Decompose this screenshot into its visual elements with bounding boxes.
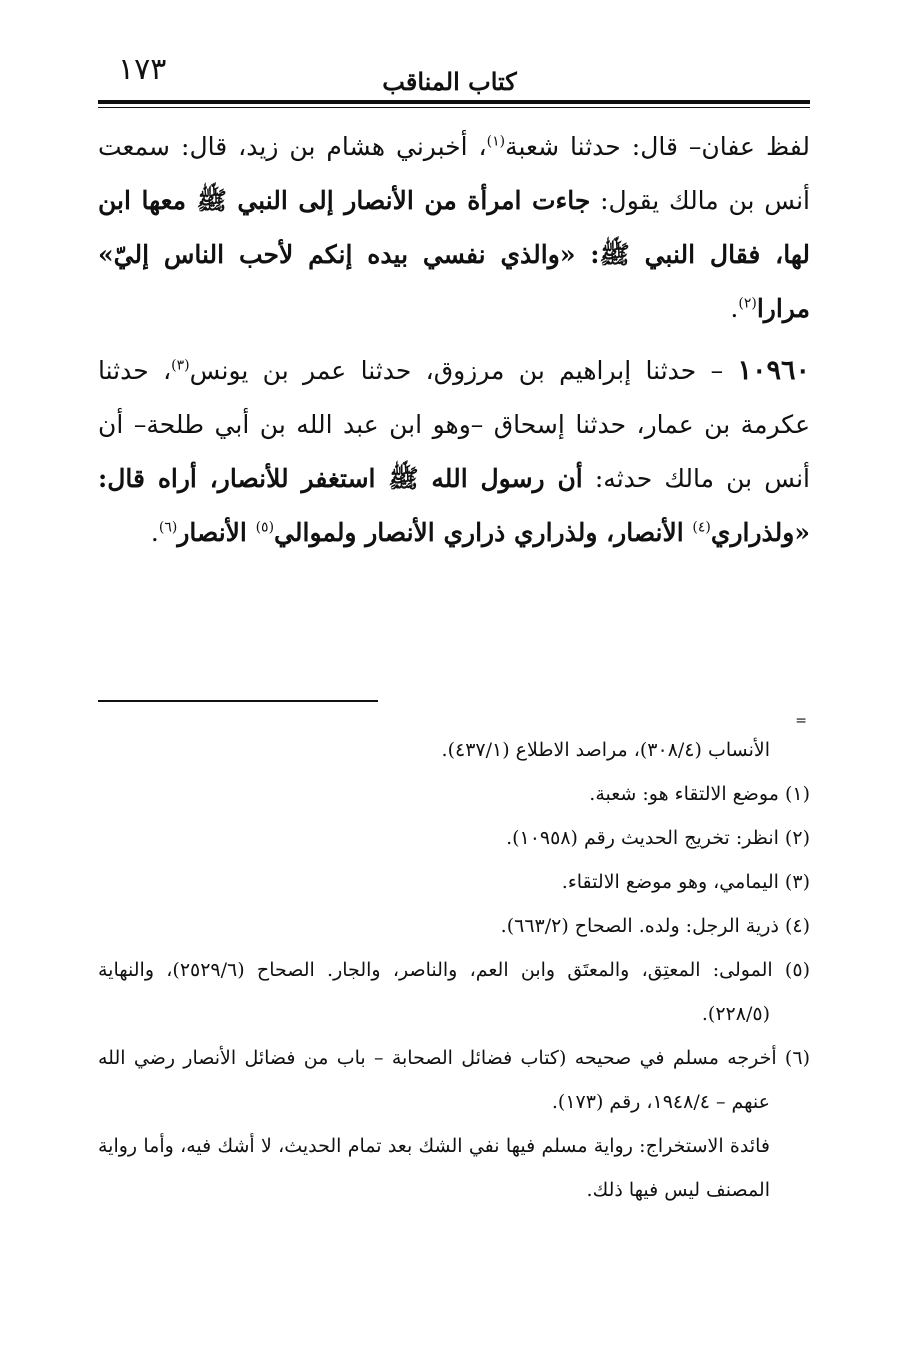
text-run: لفظ عفان– قال: حدثنا شعبة bbox=[505, 132, 810, 161]
paragraph-hadith-continuation bbox=[98, 120, 810, 336]
hadith-matn: الأنصار، ولذراري ذراري الأنصار ولموالي bbox=[274, 518, 693, 547]
hadith-matn: جاءت امرأة من الأنصار إلى النبي ﷺ معها ابن لها، فقال النبي ﷺ: «والذي نفسي بيده إنكم لأحب الناس إليّ» مرارا bbox=[98, 186, 810, 323]
footnotes bbox=[98, 728, 810, 1212]
footnote-ref-6: (٦) bbox=[158, 519, 178, 536]
footnote-ref-3: (٣) bbox=[171, 357, 190, 374]
footnote-6: (٦) أخرجه مسلم في صحيحه (كتاب فضائل الصحابة – باب من فضائل الأنصار رضي الله عنهم – ١٩٤٨/٤، رقم (١٧٣). bbox=[98, 1047, 810, 1113]
footnote-ref-2: (٢) bbox=[738, 295, 757, 312]
page-number: ١٧٣ bbox=[118, 52, 167, 87]
footnote-5: (٥) المولى: المعتِق، والمعتَق وابن العم، والناصر، والجار. الصحاح (٢٥٢٩/٦)، والنهاية (٢٢٨/٥). bbox=[98, 959, 810, 1025]
hadith-number: ١٠٩٦٠ bbox=[737, 355, 810, 386]
footnote-continuation: الأنساب (٣٠٨/٤)، مراصد الاطلاع (٤٣٧/١). bbox=[441, 739, 770, 761]
main-text bbox=[98, 120, 810, 560]
footnote-continuation-marker: = bbox=[795, 713, 807, 729]
footnote-1: (١) موضع الالتقاء هو: شعبة. bbox=[589, 783, 810, 805]
hadith-matn: أن رسول الله ﷺ استغفر للأنصار، أراه قال: «ولذراري bbox=[98, 464, 810, 547]
text-run: ، حدثنا عكرمة بن عمار، حدثنا إسحاق –وهو ابن عبد الله بن أبي طلحة– أن أنس بن مالك حدثه: bbox=[98, 356, 810, 493]
footnote-separator bbox=[98, 700, 378, 702]
footnote-2: (٢) انظر: تخريج الحديث رقم (١٠٩٥٨). bbox=[506, 827, 810, 849]
footnote-3: (٣) اليمامي، وهو موضع الالتقاء. bbox=[561, 871, 810, 893]
text-run: – حدثنا إبراهيم بن مرزوق، حدثنا عمر بن يونس bbox=[189, 356, 738, 385]
footnote-ref-5: (٥) bbox=[255, 519, 275, 536]
header-rule-thin bbox=[98, 107, 810, 108]
text-run: ، أخبرني هشام بن زيد، قال: سمعت أنس بن مالك يقول: bbox=[98, 132, 810, 215]
hadith-matn: الأنصار bbox=[177, 518, 256, 547]
running-title: كتاب المناقب bbox=[382, 67, 517, 96]
text-run: . bbox=[730, 294, 739, 323]
footnote-extraction-benefit: فائدة الاستخراج: رواية مسلم فيها نفي الشك بعد تمام الحديث، لا أشك فيه، وأما رواية المصنف ليس فيها ذلك. bbox=[98, 1135, 770, 1201]
footnote-4: (٤) ذرية الرجل: ولده. الصحاح (٦٦٣/٢). bbox=[500, 915, 810, 937]
text-run: . bbox=[150, 518, 159, 547]
header-rule bbox=[98, 100, 810, 104]
paragraph-hadith-10960 bbox=[98, 344, 810, 560]
footnote-ref-4: (٤) bbox=[692, 519, 711, 536]
footnote-ref-1: (١) bbox=[486, 133, 506, 150]
